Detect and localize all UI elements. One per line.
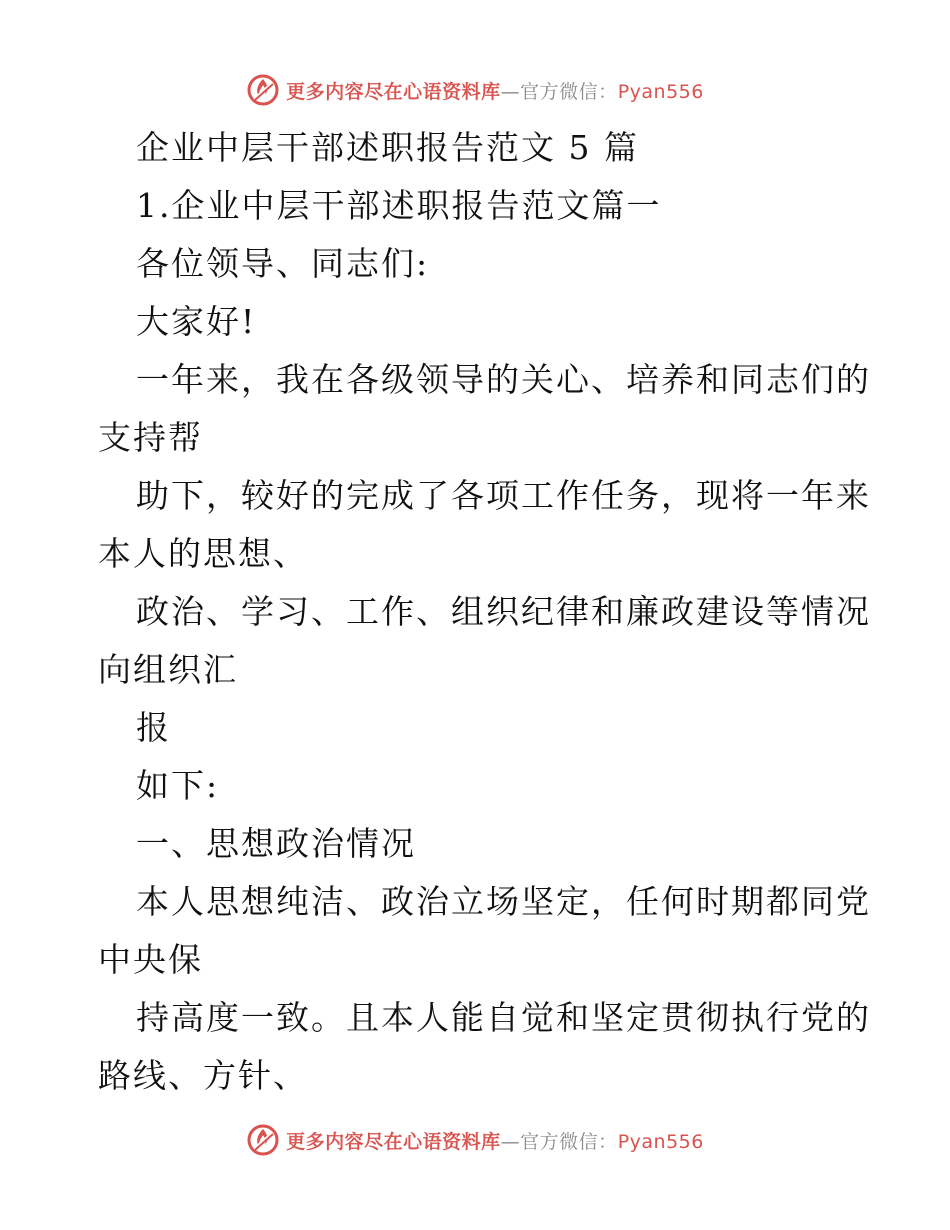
- salutation: 各位领导、同志们:: [136, 244, 430, 283]
- paragraph-line: 如下:: [136, 766, 220, 805]
- paragraph-line: 一年来，我在各级领导的关心、培养和同志们的: [136, 360, 871, 399]
- watermark-site-text: 更多内容尽在心语资料库: [286, 1130, 501, 1153]
- section-heading: 1.企业中层干部述职报告范文篇一: [136, 186, 662, 225]
- flame-circle-icon: [246, 1123, 280, 1157]
- watermark-official-label: 官方微信：: [520, 1130, 618, 1153]
- paragraph-line: 助下，较好的完成了各项工作任务，现将一年来: [136, 476, 871, 515]
- paragraph-line: 报: [136, 708, 171, 747]
- paragraph-line: 政治、学习、工作、组织纪律和廉政建设等情况: [136, 592, 871, 631]
- paragraph-line: 支持帮: [98, 418, 203, 457]
- watermark-official-label: 官方微信：: [520, 80, 618, 103]
- header-watermark: [0, 70, 950, 110]
- paragraph-line: 本人的思想、: [98, 534, 308, 573]
- watermark-dash: —: [500, 1130, 521, 1153]
- paragraph-line: 中央保: [98, 940, 203, 979]
- subsection-heading: 一、思想政治情况: [136, 824, 416, 863]
- paragraph-line: 路线、方针、: [98, 1056, 308, 1095]
- document-title: 企业中层干部述职报告范文 5 篇: [136, 128, 639, 167]
- watermark-dash: —: [500, 80, 521, 103]
- watermark-wechat-id: Pyan556: [617, 80, 704, 103]
- watermark-wechat-id: Pyan556: [617, 1130, 704, 1153]
- paragraph-line: 持高度一致。且本人能自觉和坚定贯彻执行党的: [136, 998, 871, 1037]
- flame-circle-icon: [246, 73, 280, 107]
- paragraph-line: 向组织汇: [98, 650, 238, 689]
- footer-watermark: [0, 1120, 950, 1160]
- watermark-site-text: 更多内容尽在心语资料库: [286, 80, 501, 103]
- paragraph-line: 本人思想纯洁、政治立场坚定，任何时期都同党: [136, 882, 871, 921]
- greeting: 大家好!: [136, 302, 257, 341]
